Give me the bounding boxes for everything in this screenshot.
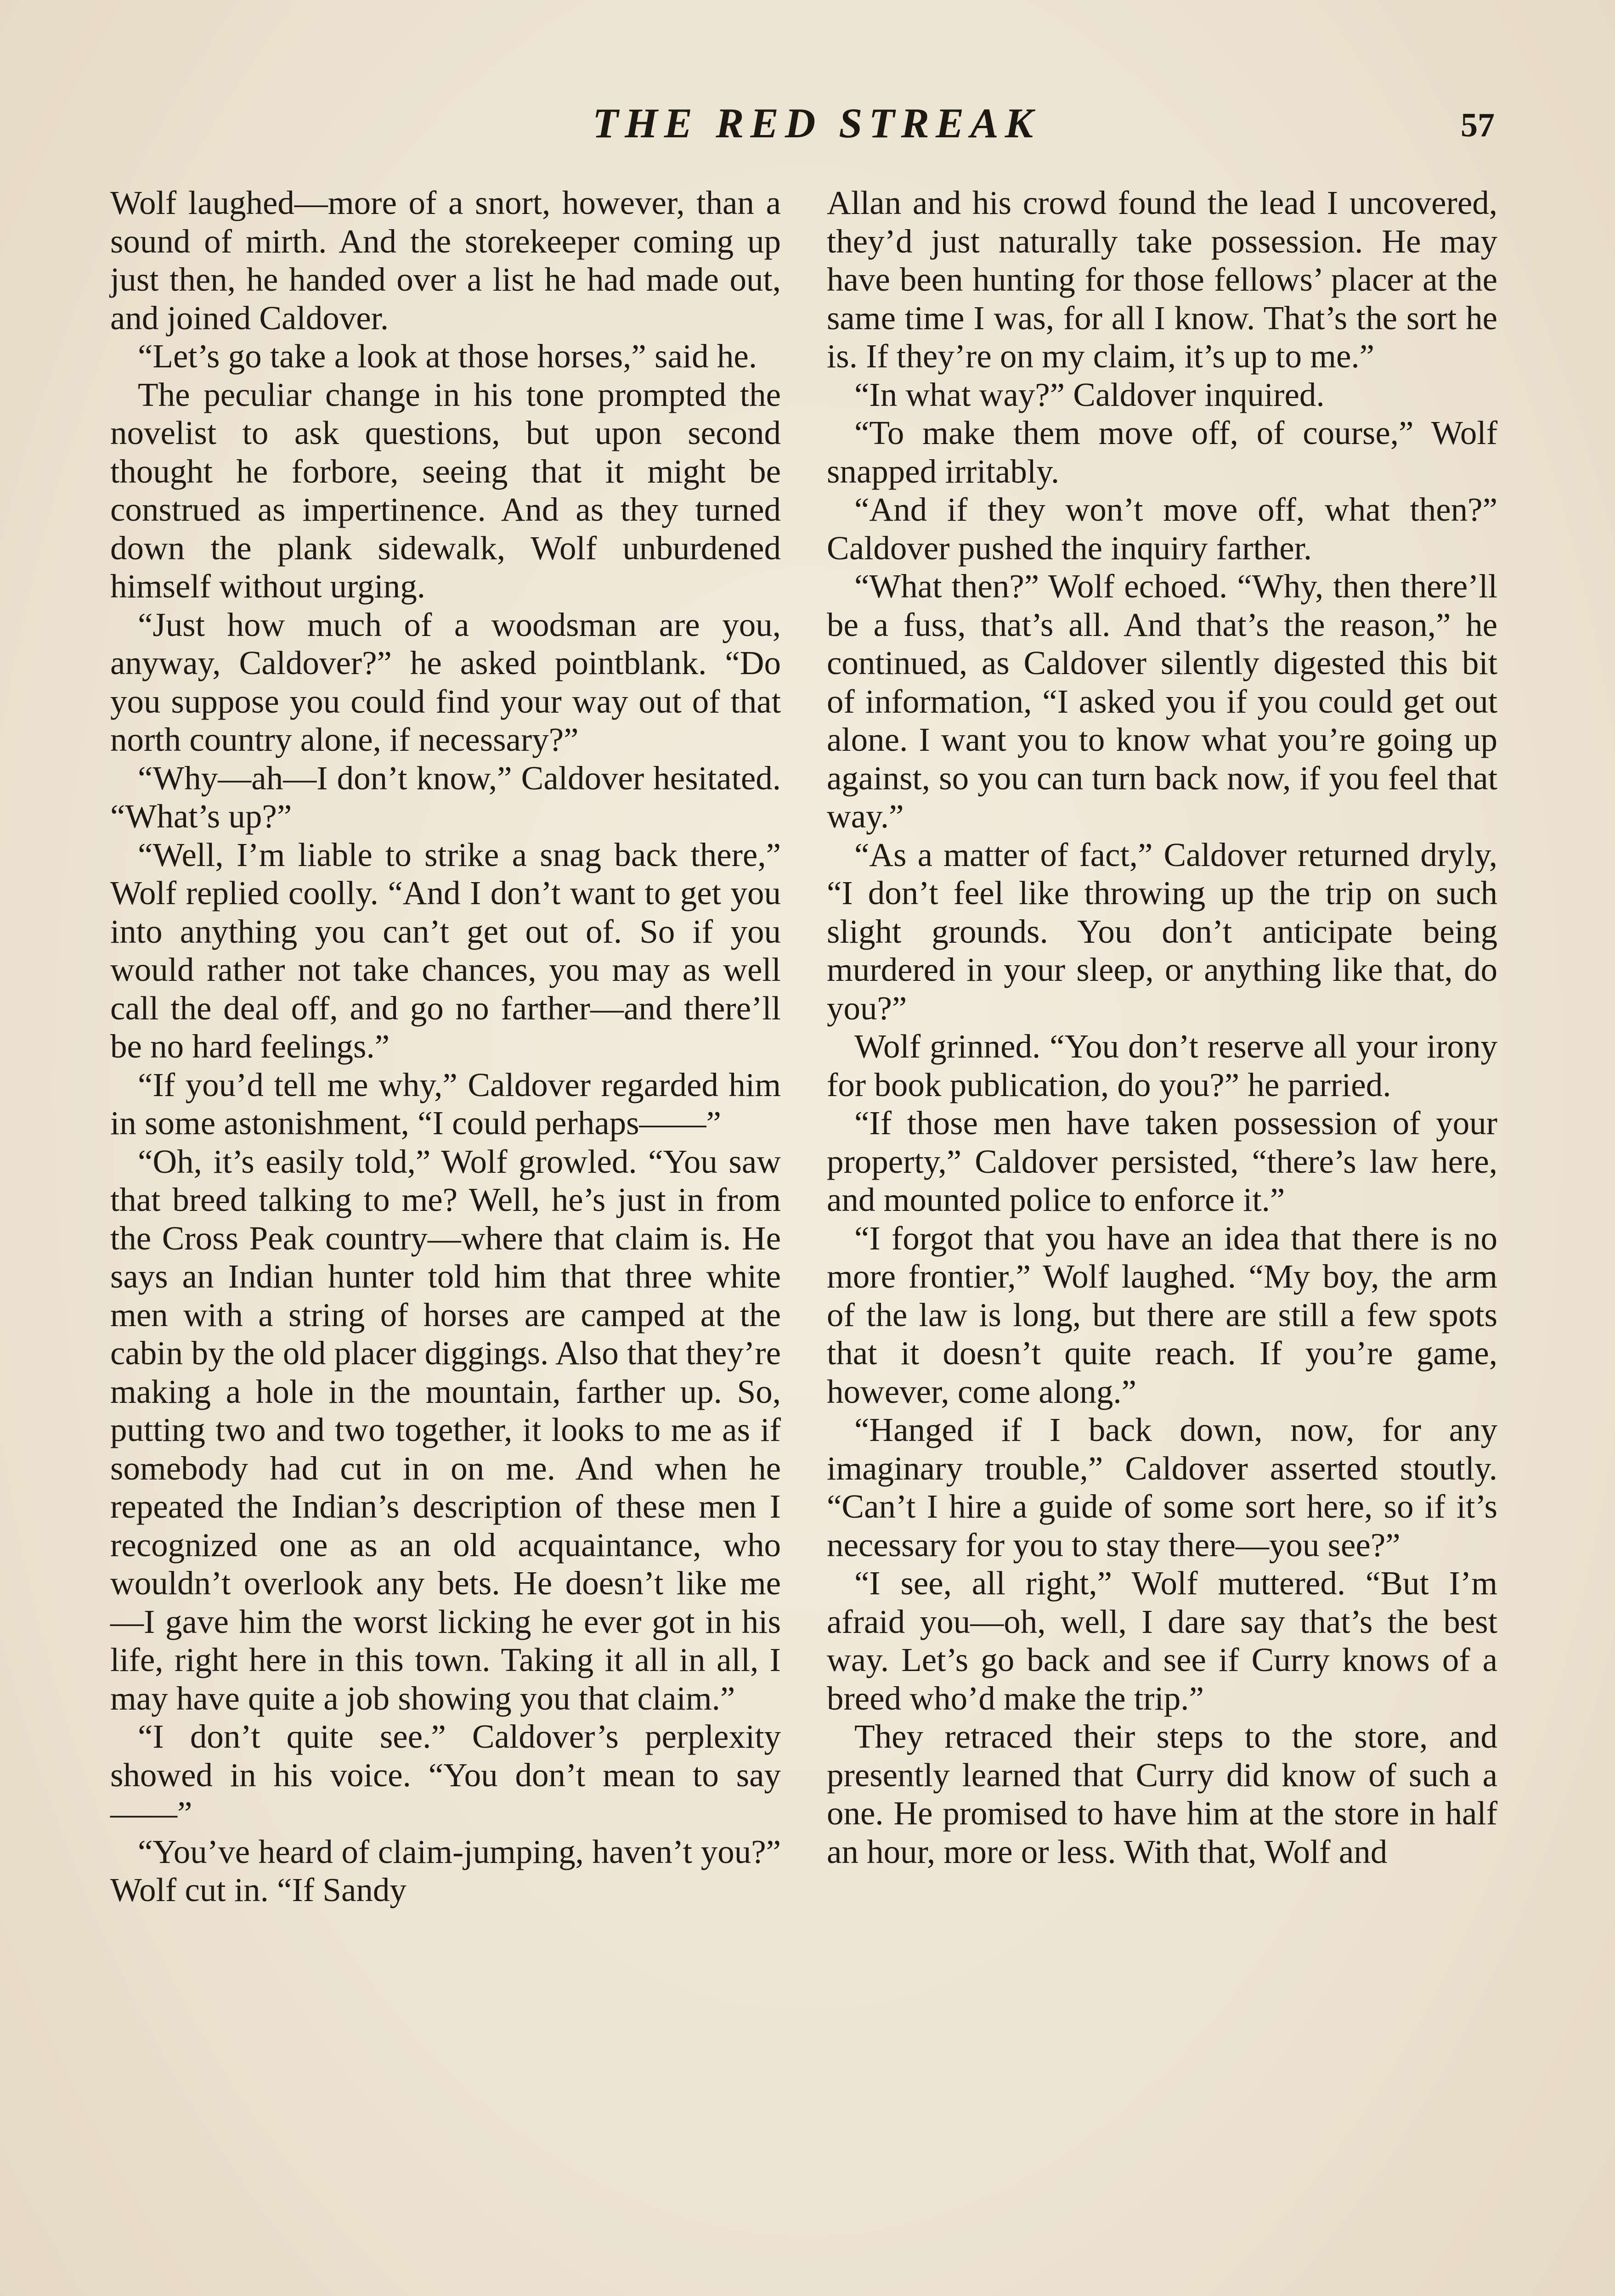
paragraph: “Oh, it’s easily told,” Wolf growled. “You saw that breed talking to me? Well, he’s just in from the Cross Peak country—where that claim is. He says an Indian hunter told him that three white men with a string of horses are camped at the cabin by the old placer diggings. Also that they’re making a hole in the mountain, farther up. So, putting two and two together, it looks to me as if somebody had cut in on me. And when he repeated the Indian’s description of these men I recognized one as an old acquaintance, who wouldn’t overlook any bets. He doesn’t like me —I gave him the worst licking he ever got in his life, right here in this town. Taking it all in all, I may have quite a job showing you that claim.” [110,1142,781,1717]
paragraph: “Well, I’m liable to strike a snag back there,” Wolf replied coolly. “And I don’t want to get you into anything you can’t get out of. So if you would rather not take chances, you may as well call the deal off, and go no farther—and there’ll be no hard feelings.” [110,836,781,1065]
paragraph: They retraced their steps to the store, and presently learned that Curry did know of such a one. He promised to have him at the store in half an hour, more or less. With that, Wolf and [827,1718,1497,1870]
paragraph: “You’ve heard of claim-jumping, haven’t you?” Wolf cut in. “If Sandy [110,1833,781,1908]
paragraph: “In what way?” Caldover inquired. [854,376,1325,413]
paragraph: “If you’d tell me why,” Caldover regarded him in some astonishment, “I could perhaps——” [110,1066,781,1142]
paragraph: “Let’s go take a look at those horses,” said he. [138,338,757,375]
paragraph: “Why—ah—I don’t know,” Caldover hesitated. “What’s up?” [110,759,781,835]
paragraph: “I see, all right,” Wolf muttered. “But I’m afraid you—oh, well, I dare say that’s the best way. Let’s go back and see if Curry knows of a breed who’d make the trip.” [827,1564,1497,1717]
paragraph: “To make them move off, of course,” Wolf snapped irritably. [827,414,1497,490]
paragraph: “Just how much of a woodsman are you, anyway, Caldover?” he asked pointblank. “Do you suppose you could find your way out of that north country alone, if necessary?” [110,606,781,758]
paragraph: “As a matter of fact,” Caldover returned dryly, “I don’t feel like throwing up the trip on such slight grounds. You don’t anticipate being murdered in your sleep, or anything like that, do you?” [827,836,1497,1027]
paragraph: Wolf laughed—more of a snort, however, than a sound of mirth. And the storekeeper coming up just then, he handed over a list he had made out, and joined Caldover. [110,184,781,337]
left-column [110,184,781,1909]
paragraph: Allan and his crowd found the lead I uncovered, they’d just naturally take possession. He may have been hunting for those fellows’ placer at the same time I was, for all I know. That’s the sort he is. If they’re on my claim, it’s up to me.” [827,184,1497,375]
paragraph: “What then?” Wolf echoed. “Why, then there’ll be a fuss, that’s all. And that’s the reason,” he continued, as Caldover silently digested this bit of information, “I asked you if you could get out alone. I want you to know what you’re going up against, so you can turn back now, if you feel that way.” [827,568,1497,835]
page-number: 57 [1461,107,1495,144]
running-header [0,99,1615,149]
right-column [827,184,1497,1871]
paragraph: “I don’t quite see.” Caldover’s perplexity showed in his voice. “You don’t mean to say——” [110,1718,781,1832]
paragraph: “Hanged if I back down, now, for any imaginary trouble,” Caldover asserted stoutly. “Can’t I hire a guide of some sort here, so if it’s necessary for you to stay there—you see?” [827,1411,1497,1564]
paragraph: The peculiar change in his tone prompted the novelist to ask questions, but upon second thought he forbore, seeing that it might be construed as impertinence. And as they turned down the plank sidewalk, Wolf unburdened himself without urging. [110,376,781,605]
paragraph: Wolf grinned. “You don’t reserve all your irony for book publication, do you?” he parried. [827,1028,1497,1103]
paragraph: “If those men have taken possession of your property,” Caldover persisted, “there’s law here, and mounted police to enforce it.” [827,1104,1497,1218]
running-title: THE RED STREAK [593,100,1040,146]
paragraph: “And if they won’t move off, what then?” Caldover pushed the inquiry farther. [827,491,1497,567]
paragraph: “I forgot that you have an idea that there is no more frontier,” Wolf laughed. “My boy, the arm of the law is long, but there are still a few spots that it doesn’t quite reach. If you’re game, however, come along.” [827,1219,1497,1410]
